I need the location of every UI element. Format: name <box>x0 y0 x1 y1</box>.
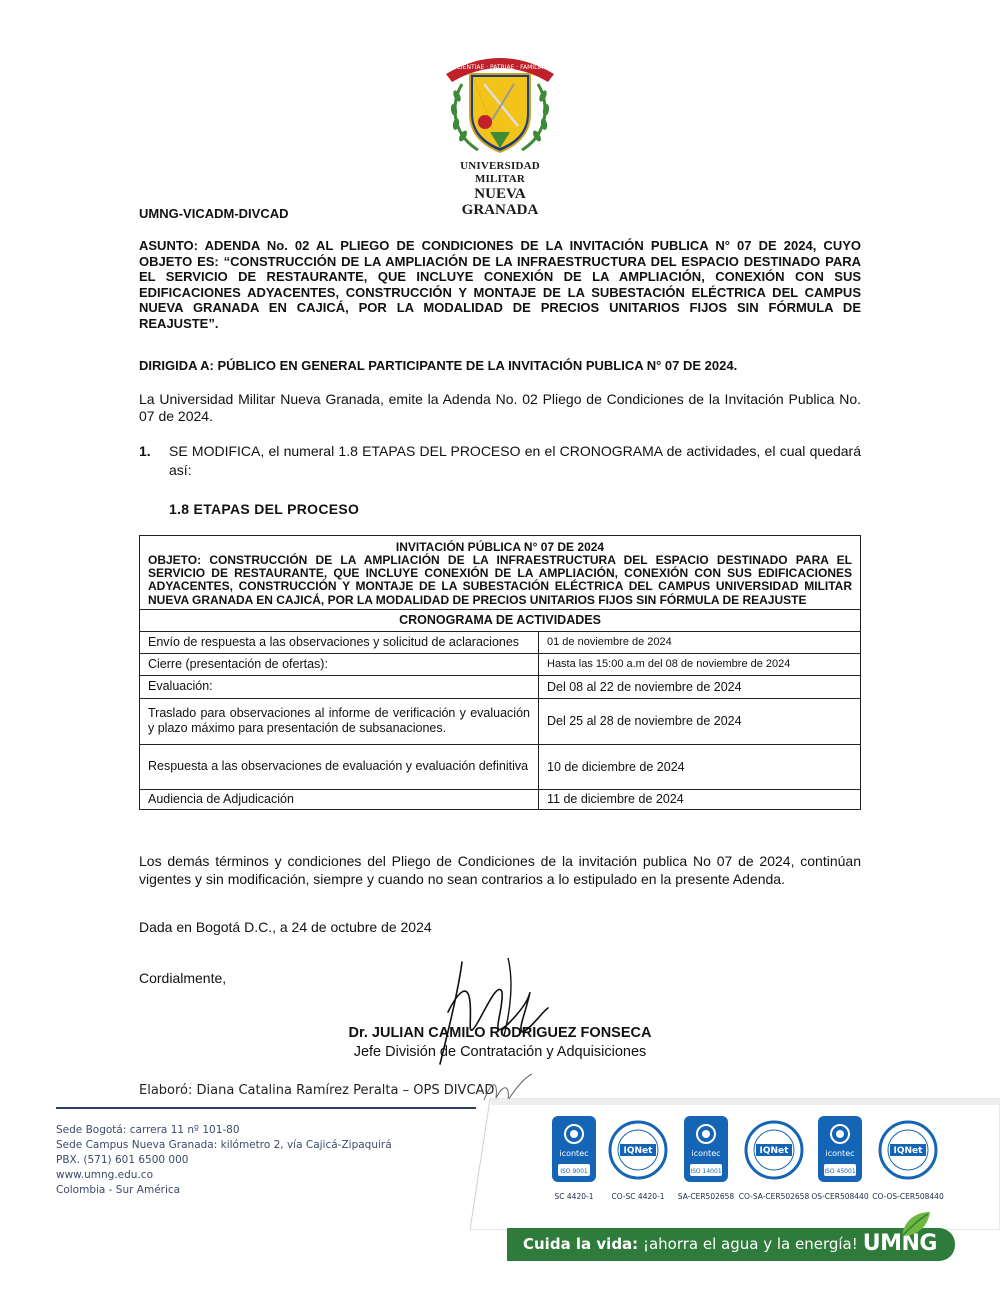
item-text: SE MODIFICA, el numeral 1.8 ETAPAS DEL PROCESO en el CRONOGRAMA de actividades, el cual quedará así: <box>169 443 861 478</box>
activity-cell: Evaluación: <box>140 675 539 698</box>
closing-paragraph: Los demás términos y condiciones del Pliego de Condiciones de la invitación publica No 07 de 2024, continúan vigentes y sin modificación, siempre y cuando no sean contrarios a lo estipulado en la presente Adenda. <box>139 853 861 887</box>
cert-brand: IQNet <box>893 1146 923 1156</box>
table-row <box>140 744 861 789</box>
signer-name: Dr. JULIAN CAMILO RODRIGUEZ FONSECA <box>348 1025 652 1041</box>
icontec-icon <box>684 1116 728 1182</box>
cert-badge-iqnet-1 <box>608 1120 668 1180</box>
cert-code: SC 4420-1 <box>554 1192 594 1201</box>
banner-umng-logo: UMNG <box>862 1231 937 1256</box>
cert-badge-iqnet-3 <box>878 1120 938 1180</box>
cert-code: SA-CER502658 <box>677 1192 735 1201</box>
activity-cell: Respuesta a las observaciones de evaluación y evaluación definitiva <box>140 744 539 789</box>
intro-paragraph: La Universidad Militar Nueva Granada, emite la Adenda No. 02 Pliego de Condiciones de la Invitación Publica No. 07 de 2024. <box>139 391 861 424</box>
salutation: Cordialmente, <box>139 970 227 986</box>
iqnet-icon <box>878 1120 938 1180</box>
cronograma-row <box>140 609 861 631</box>
icontec-icon <box>818 1116 862 1182</box>
cert-label: ISO 14001 <box>690 1168 722 1175</box>
footer-line: PBX. (571) 601 6500 000 <box>56 1154 189 1166</box>
table-row <box>140 675 861 698</box>
table-objeto: OBJETO: CONSTRUCCIÓN DE LA AMPLIACIÓN DE LA INFRAESTRUCTURA DEL ESPACIO DESTINADO PARA EL SERVICIO DE RESTAURANTE, QUE INCLUYE CONEXIÓN DE LA AMPLIACIÓN, CONEXIÓN CON SUS EDIFICACIONES ADYACENTES, CONSTRUCCIÓN Y MONTAJE DE LA SUBESTACIÓN ELÉCTRICA DEL CAMPUS UNIVERSIDAD MILITAR NUEVA GRANADA EN CAJICÁ, POR LA MODALIDAD DE PRECIOS UNITARIOS FIJOS SIN FÓRMULA DE REAJUSTE <box>148 553 852 607</box>
subject-paragraph: ASUNTO: ADENDA No. 02 AL PLIEGO DE CONDICIONES DE LA INVITACIÓN PUBLICA N° 07 DE 2024, CUYO OBJETO ES: “CONSTRUCCIÓN DE LA AMPLIACIÓN DE LA INFRAESTRUCTURA DEL ESPACIO DESTINADO PARA EL SERVICIO DE RESTAURANTE, QUE INCLUYE CONEXIÓN DE LA AMPLIACIÓN, CONEXIÓN CON SUS EDIFICACIONES ADYACENTES, CONSTRUCCIÓN Y MONTAJE DE LA SUBESTACIÓN ELÉCTRICA DEL CAMPUS NUEVA GRANADA EN CAJICÁ, POR LA MODALIDAD DE PRECIOS UNITARIOS FIJOS SIN FÓRMULA DE REAJUSTE”. <box>139 238 861 331</box>
university-logo <box>440 44 560 218</box>
cert-brand: icontec <box>825 1149 855 1158</box>
cert-code: CO-SC 4420-1 <box>611 1192 665 1201</box>
footer-banner <box>507 1228 955 1261</box>
motto-text: SCIENTIAE · PATRIAE · FAMILIAE <box>452 64 548 71</box>
footer-link-website[interactable]: www.umng.edu.co <box>56 1169 153 1181</box>
activity-cell: Audiencia de Adjudicación <box>140 789 539 809</box>
cert-label: ISO 45001 <box>824 1168 856 1175</box>
logo-line-1: UNIVERSIDAD MILITAR <box>460 160 540 185</box>
table-row <box>140 631 861 653</box>
table-row <box>140 653 861 675</box>
date-cell: 10 de diciembre de 2024 <box>539 744 861 789</box>
cert-badge-iqnet-2 <box>744 1120 804 1180</box>
table-row <box>140 789 861 809</box>
table-row <box>140 698 861 744</box>
activity-cell: Cierre (presentación de ofertas): <box>140 653 539 675</box>
banner-slogan-rest: ¡ahorra el agua y la energía! <box>638 1235 858 1253</box>
cert-label: ISO 9001 <box>560 1168 588 1175</box>
footer-line: Colombia - Sur América <box>56 1184 181 1196</box>
signer-role: Jefe División de Contratación y Adquisiciones <box>353 1044 647 1060</box>
activity-cell: Traslado para observaciones al informe de verificación y evaluación y plazo máximo para presentación de subsanaciones. <box>140 698 539 744</box>
footer-line: Sede Bogotá: carrera 11 nº 101-80 <box>56 1124 240 1136</box>
cronograma-heading: CRONOGRAMA DE ACTIVIDADES <box>140 609 861 631</box>
iqnet-icon <box>744 1120 804 1180</box>
section-heading: 1.8 ETAPAS DEL PROCESO <box>169 501 360 517</box>
cert-badge-icontec-45001 <box>818 1116 862 1182</box>
cert-code: OS-CER508440 <box>811 1192 869 1201</box>
schedule-table <box>139 535 861 810</box>
cert-brand: icontec <box>691 1149 721 1158</box>
cert-brand: IQNet <box>759 1146 789 1156</box>
cert-code: CO-OS-CER508440 <box>872 1192 944 1201</box>
table-title: INVITACIÓN PÚBLICA N° 07 DE 2024 <box>395 540 605 554</box>
date-cell: Del 08 al 22 de noviembre de 2024 <box>539 675 861 698</box>
date-cell: Del 25 al 28 de noviembre de 2024 <box>539 698 861 744</box>
table-header-row <box>140 536 861 610</box>
activity-cell: Envío de respuesta a las observaciones y solicitud de aclaraciones <box>140 631 539 653</box>
footer-divider <box>56 1107 476 1109</box>
banner-slogan-bold: Cuida la vida: <box>523 1235 639 1253</box>
document-reference: UMNG-VICADM-DIVCAD <box>139 206 289 221</box>
cert-badge-icontec-14001 <box>684 1116 728 1182</box>
footer-line: Sede Campus Nueva Granada: kilómetro 2, vía Cajicá-Zipaquirá <box>56 1139 392 1151</box>
date-place-line: Dada en Bogotá D.C., a 24 de octubre de 2024 <box>139 919 432 935</box>
numbered-item <box>139 442 861 480</box>
addressee-line: DIRIGIDA A: PÚBLICO EN GENERAL PARTICIPANTE DE LA INVITACIÓN PUBLICA N° 07 DE 2024. <box>139 358 738 373</box>
table-header-cell <box>140 536 861 610</box>
date-cell: 01 de noviembre de 2024 <box>539 631 861 653</box>
banner-slogan <box>523 1235 858 1253</box>
cert-badge-icontec-9001 <box>552 1116 596 1182</box>
cert-brand: icontec <box>559 1149 589 1158</box>
logo-line-2: NUEVA GRANADA <box>461 186 539 218</box>
date-cell: Hasta las 15:00 a.m del 08 de noviembre de 2024 <box>539 653 861 675</box>
item-number: 1. <box>139 443 151 459</box>
cert-brand: IQNet <box>623 1146 653 1156</box>
footer-address <box>56 1123 392 1198</box>
iqnet-icon <box>608 1120 668 1180</box>
leaf-icon <box>898 1210 932 1238</box>
university-crest-icon <box>440 44 560 160</box>
prepared-by: Elaboró: Diana Catalina Ramírez Peralta – OPS DIVCAD <box>139 1083 495 1098</box>
date-cell: 11 de diciembre de 2024 <box>539 789 861 809</box>
icontec-icon <box>552 1116 596 1182</box>
cert-code: CO-SA-CER502658 <box>738 1192 810 1201</box>
